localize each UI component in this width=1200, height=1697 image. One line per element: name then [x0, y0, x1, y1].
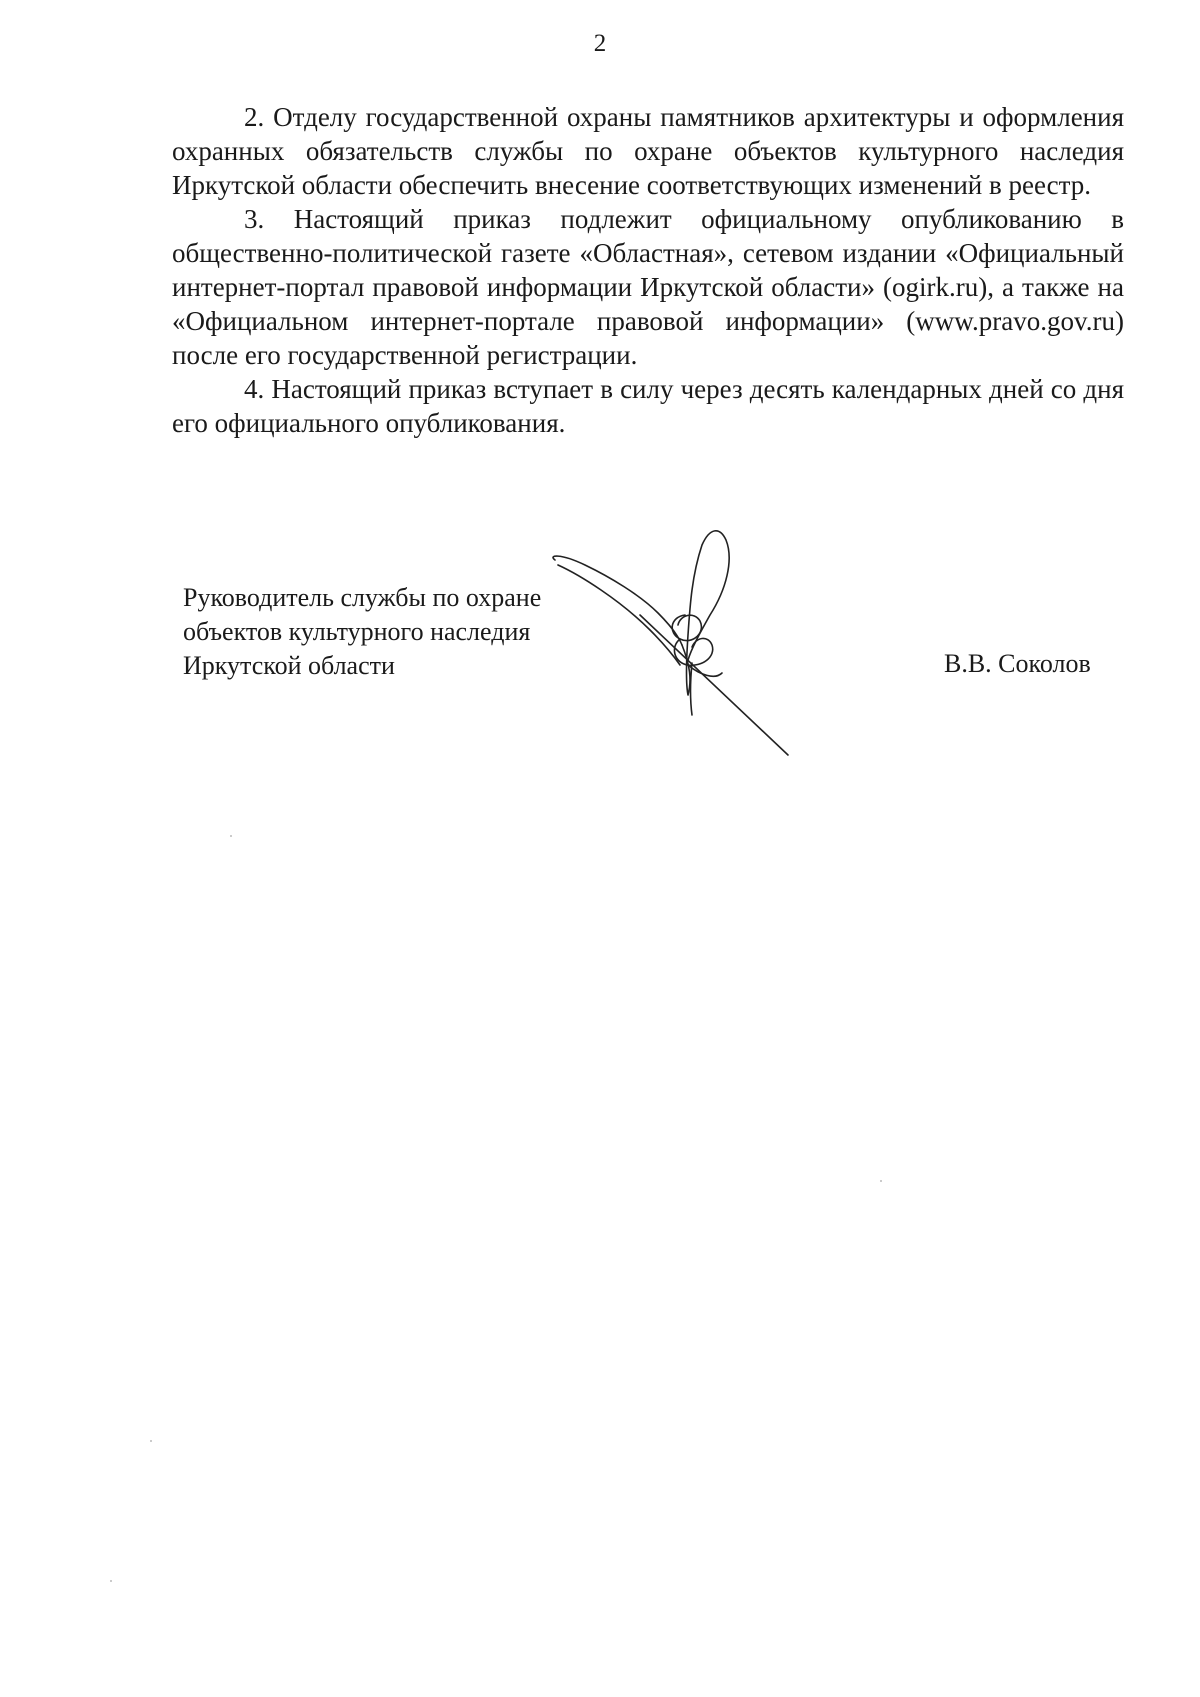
- signer-name: В.В. Соколов: [944, 649, 1091, 678]
- signatory-title-line: Руководитель службы по охране: [183, 583, 542, 612]
- scan-speck: [110, 1580, 112, 1582]
- signatory-title-line: Иркутской области: [183, 651, 395, 680]
- paragraph-3: 3. Настоящий приказ подлежит официальному опубликованию в общественно-политической газете «Областная», сетевом издании «Официальный интернет-портал правовой информации Иркутской области» (ogirk.ru), а также на «Официальном интернет-портале правовой информации» (www.pravo.gov.ru) после его государственной регистрации.: [172, 204, 1124, 370]
- signatory-title-line: объектов культурного наследия: [183, 617, 531, 646]
- scan-speck: [880, 1180, 882, 1182]
- document-body: [172, 100, 1124, 440]
- page-number: 2: [593, 30, 607, 57]
- handwritten-signature: [540, 515, 860, 785]
- scan-speck: [230, 835, 232, 837]
- paragraph-4: 4. Настоящий приказ вступает в силу через десять календарных дней со дня его официального опубликования.: [172, 374, 1124, 438]
- paragraph-2: 2. Отделу государственной охраны памятников архитектуры и оформления охранных обязательств службы по охране объектов культурного наследия Иркутской области обеспечить внесение соответствующих изменений в реестр.: [172, 102, 1124, 200]
- signatory-title: [183, 581, 541, 683]
- scan-speck: [150, 1440, 152, 1442]
